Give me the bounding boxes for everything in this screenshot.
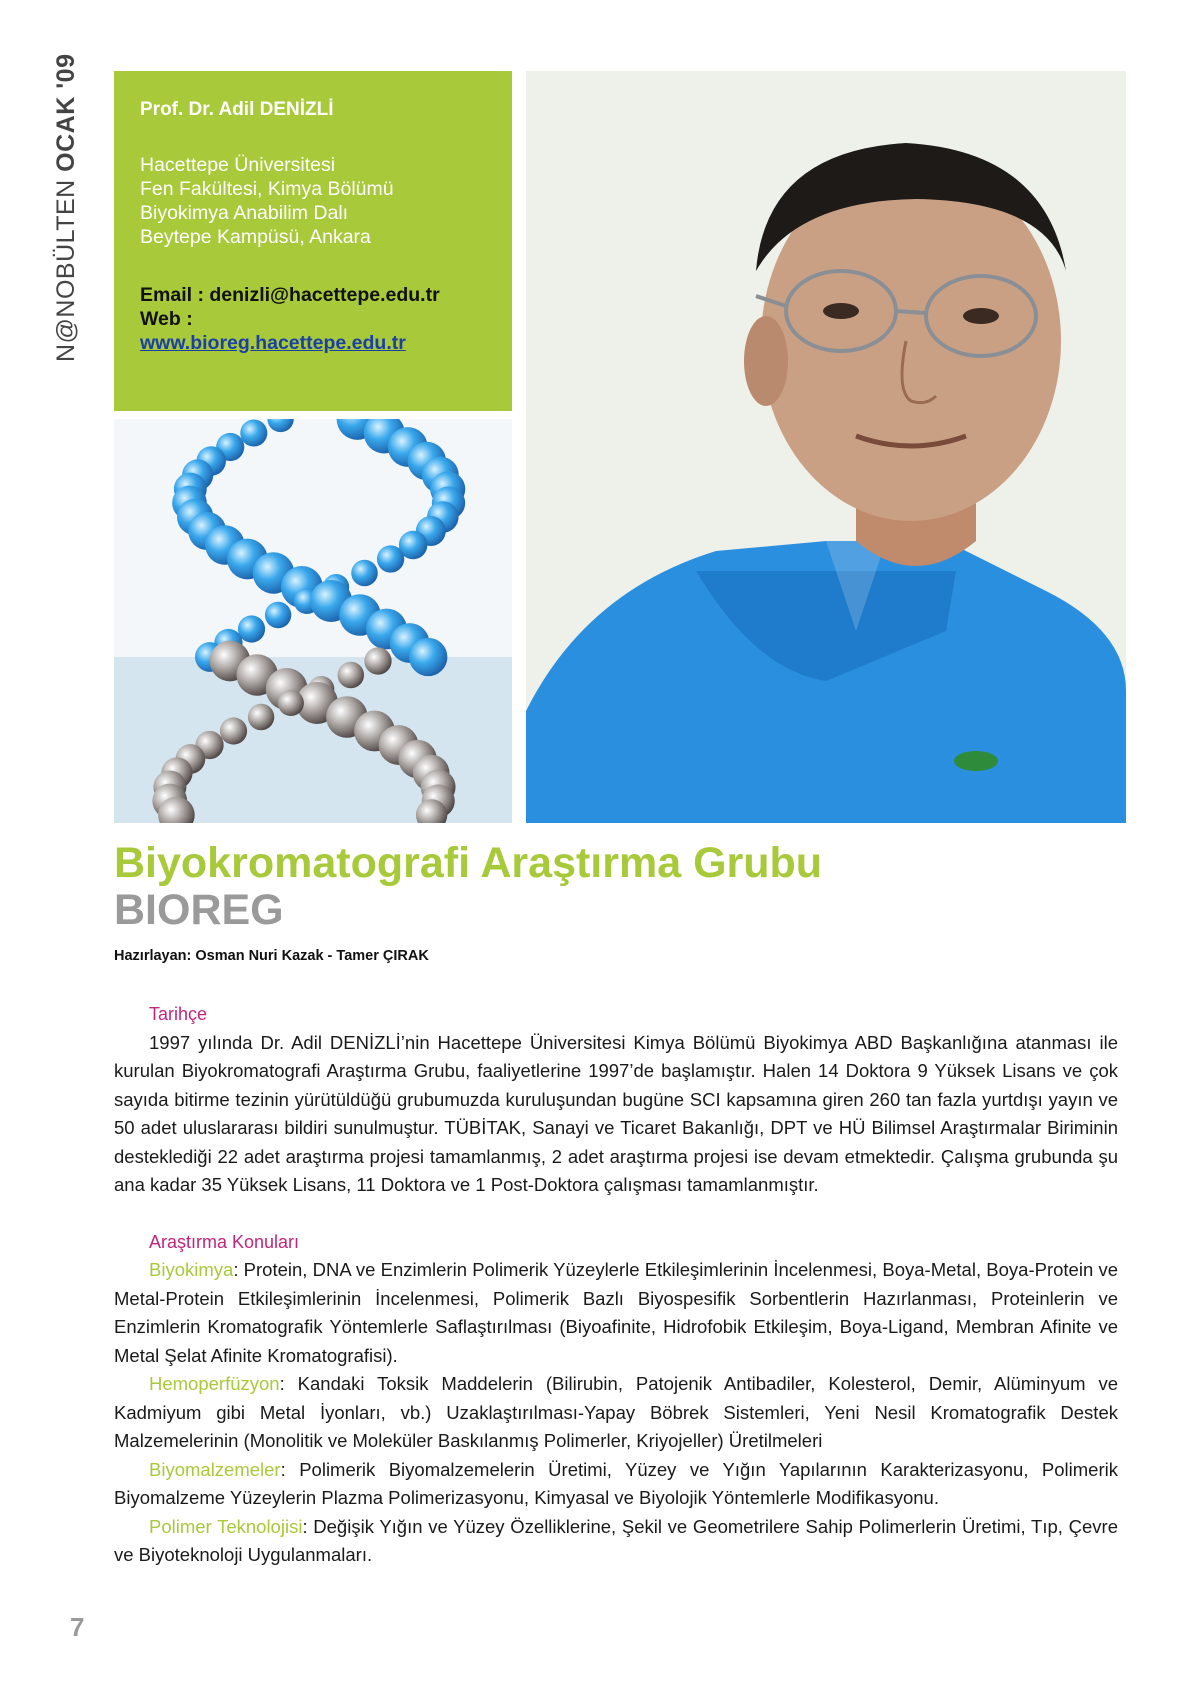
profile-card (114, 71, 512, 411)
article-byline: Hazırlayan: Osman Nuri Kazak - Tamer ÇIRAK (114, 948, 429, 964)
portrait-photo (526, 71, 1126, 823)
topic-paragraph (114, 1456, 1118, 1513)
topic-text: : Protein, DNA ve Enzimlerin Polimerik Yüzeylerle Etkileşimlerinin İncelenmesi, Boya-Metal, Boya-Protein ve Metal-Protein Etkileşimlerinin İncelenmesi, Polimerik Bazlı Biyospesifik Sorbentlerin Hazırlanması, Proteinlerin ve Enzimlerin Kromatografik Yöntemlerle Saflaştırılması (Biyoafinite, Hidrofobik Etkileşim, Boya-Ligand, Membran Afinite ve Metal Şelat Afinite Kromatografisi). (114, 1259, 1118, 1366)
topic-keyword: Hemoperfüzyon (149, 1373, 280, 1394)
topic-text: : Polimerik Biyomalzemelerin Üretimi, Yüzey ve Yığın Yapılarının Karakterizasyonu, Polimerik Biyomalzeme Yüzeylerin Plazma Polimerizasyonu, Kimyasal ve Biyolojik Yöntemlerle Modifikasyonu. (114, 1458, 1118, 1508)
brand-name: N@NOBÜLTEN (52, 179, 80, 362)
topic-text: : Kandaki Toksik Maddelerin (Bilirubin, Patojenik Antibadiler, Kolesterol, Demir, Alüminyum ve Kadmiyum gibi Metal İyonları, vb.) Uzaklaştırılması-Yapay Böbrek Sistemleri, Yeni Nesil Kromatografik Destek Malzemelerinin (Monolitik ve Moleküler Baskılanmış Polimerler, Kriyojeller) Üretilmeleri (114, 1373, 1118, 1451)
web-label: Web : (140, 308, 193, 330)
article-title: Biyokromatografi Araştırma Grubu (114, 839, 823, 887)
topic-keyword: Biyokimya (149, 1259, 234, 1280)
email-line: Email : denizli@hacettepe.edu.tr (140, 284, 440, 306)
topic-keyword: Polimer Teknolojisi (149, 1515, 303, 1537)
address-line: Biyokimya Anabilim Dalı (140, 202, 349, 224)
topic-text: : Değişik Yığın ve Yüzey Özelliklerine, Şekil ve Geometrilere Sahip Polimerlerin Üretimi, Tıp, Çevre ve Biyoteknoloji Uygulanmaları. (114, 1515, 1118, 1565)
article-body (114, 1000, 1118, 1570)
research-heading: Araştırma Konuları (149, 1231, 300, 1252)
address-line: Hacettepe Üniversitesi (140, 154, 336, 176)
address-line: Fen Fakültesi, Kimya Bölümü (140, 178, 394, 200)
page-number: 7 (70, 1612, 85, 1642)
topic-paragraph (114, 1256, 1118, 1370)
website-link[interactable]: www.bioreg.hacettepe.edu.tr (140, 332, 406, 354)
issue-label (52, 54, 81, 362)
address-line: Beytepe Kampüsü, Ankara (140, 226, 371, 248)
topic-keyword: Biyomalzemeler (149, 1458, 281, 1480)
history-heading: Tarihçe (149, 1004, 208, 1024)
topic-paragraph (114, 1370, 1118, 1456)
topic-paragraph (114, 1513, 1118, 1570)
profile-name: Prof. Dr. Adil DENİZLİ (140, 99, 334, 120)
issue-date: OCAK '09 (52, 53, 80, 172)
dna-helix-image (114, 419, 512, 823)
history-paragraph: 1997 yılında Dr. Adil DENİZLİ’nin Hacettepe Üniversitesi Kimya Bölümü Biyokimya ABD Başkanlığına atanması ile kurulan Biyokromatografi Araştırma Grubu, faaliyetlerine 1997’de başlamıştır. Halen 14 Doktora 9 Yüksek Lisans ve çok sayıda bitirme tezinin yürütüldüğü grubumuzda kuruluşundan bugüne SCI kapsamına giren 260 tan fazla yurtdışı yayın ve 50 adet uluslararası bildiri sunulmuştur. TÜBİTAK, Sanayi ve Ticaret Bakanlığı, DPT ve HÜ Bilimsel Araştırmalar Biriminin desteklediği 22 adet araştırma projesi tamamlanmış, 2 adet araştırma projesi ise devam etmektedir. Çalışma grubunda şu ana kadar 35 Yüksek Lisans, 11 Doktora ve 1 Post-Doktora çalışması tamamlanmıştır. (114, 1031, 1118, 1195)
article-subtitle: BIOREG (114, 886, 284, 934)
profile-contact (140, 283, 492, 355)
profile-address (140, 153, 492, 249)
